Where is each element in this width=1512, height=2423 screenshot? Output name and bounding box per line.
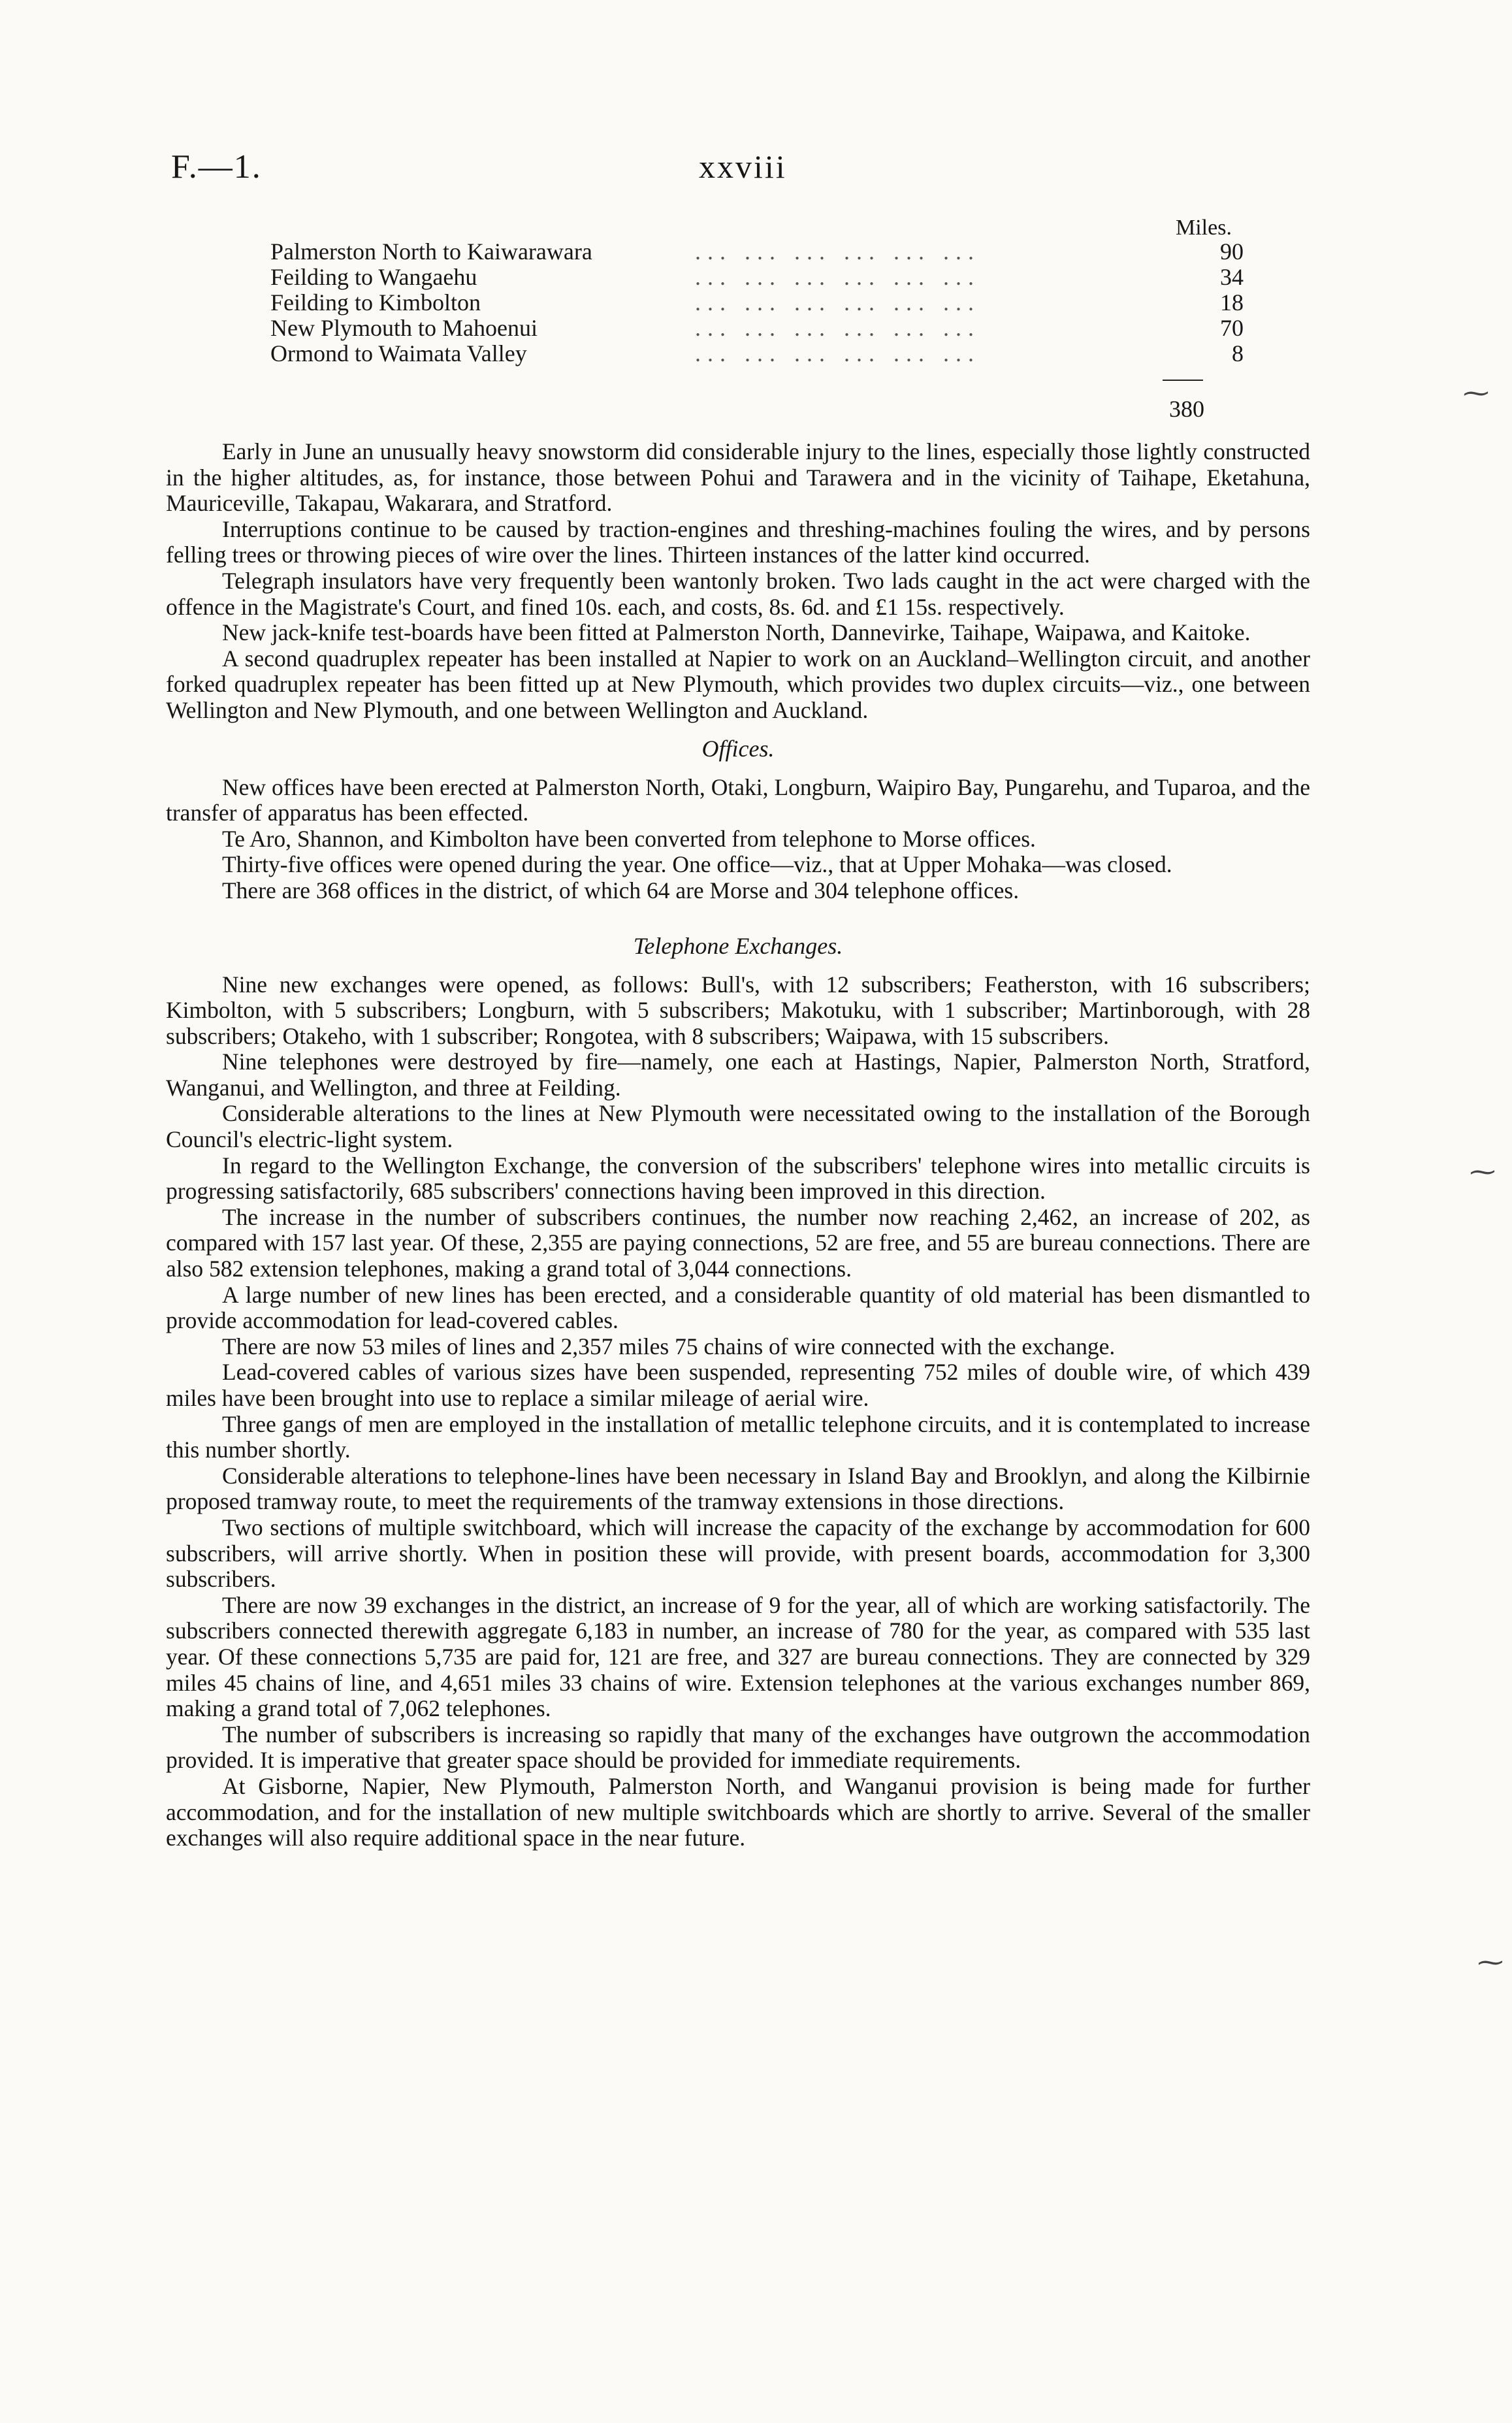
paragraph: A large number of new lines has been erected, and a considerable quantity of old material has been dismantled to provide accommodation for lead-covered cables. [166, 1281, 1310, 1334]
document-reference: F.—1. [171, 148, 262, 186]
leader-dots: ... ... ... ... ... ... [695, 315, 980, 341]
route-name: New Plymouth to Mahoenui [270, 315, 538, 341]
paragraph: Nine new exchanges were opened, as follows: Bull's, with 12 subscribers; Featherston, with 16 subscribers; Kimbolton, with 5 subscribers; Longburn, with 5 subscribers; Makotuku, with 1 subscriber; Martinborough, with 28 subscribers; Otakeho, with 1 subscriber; Rongotea, with 8 subscribers; Waipawa, with 15 subscribers. [166, 971, 1310, 1049]
miles-column-header: Miles. [1176, 216, 1232, 240]
paragraph: The increase in the number of subscribers continues, the number now reaching 2,462, an increase of 202, as compared with 157 last year. Of these, 2,355 are paying connections, 52 are free, and 55 are bureau connections. There are also 582 extension telephones, making a grand total of 3,044 connections. [166, 1203, 1310, 1282]
paragraph: New jack-knife test-boards have been fitted at Palmerston North, Dannevirke, Taihape, Waipawa, and Kaitoke. [222, 619, 1251, 646]
paragraph: Interruptions continue to be caused by traction-engines and threshing-machines fouling the wires, and by persons felling trees or throwing pieces of wire over the lines. Thirteen instances of the latter kind occurred. [166, 515, 1310, 568]
margin-mark: ⁓ [1470, 1157, 1496, 1186]
paragraph: In regard to the Wellington Exchange, the conversion of the subscribers' telephone wires into metallic circuits is progressing satisfactorily, 685 subscribers' connections having been improved in this direction. [166, 1152, 1310, 1205]
paragraph: At Gisborne, Napier, New Plymouth, Palmerston North, and Wanganui provision is being made for further accommodation, and for the installation of new multiple switchboards which are shortly to arrive. Several of the smaller exchanges will also require additional space in the near future. [166, 1772, 1310, 1851]
article-body [166, 439, 1310, 1851]
paragraph: Te Aro, Shannon, and Kimbolton have been converted from telephone to Morse offices. [222, 825, 1036, 852]
paragraph: There are 368 offices in the district, of which 64 are Morse and 304 telephone offices. [222, 877, 1020, 903]
route-name: Feilding to Wangaehu [270, 264, 477, 290]
section-heading-offices: Offices. [701, 735, 775, 762]
paragraph: Telegraph insulators have very frequently been wantonly broken. Two lads caught in the act were charged with the offence in the Magistrate's Court, and fined 10s. each, and costs, 8s. 6d. and £1 15s. respectively. [166, 567, 1310, 620]
margin-mark: ⁓ [1463, 378, 1489, 408]
table-row [270, 239, 1244, 265]
paragraph: Lead-covered cables of various sizes have been suspended, representing 752 miles of double wire, of which 439 miles have been brought into use to replace a similar mileage of aerial wire. [166, 1359, 1310, 1411]
paragraph: There are now 39 exchanges in the district, an increase of 9 for the year, all of which are working satisfactorily. The subscribers connected therewith aggregate 6,183 in number, an increase of 780 for the year, as compared with 535 last year. Of these connections 5,735 are paid for, 121 are free, and 327 are bureau connections. They are connected by 329 miles 45 chains of line, and 4,651 miles 33 chains of wire. Extension telephones at the various exchanges number 869, making a grand total of 7,062 telephones. [166, 1591, 1310, 1722]
route-miles: 18 [1220, 289, 1244, 316]
route-miles: 90 [1220, 238, 1244, 265]
paragraph: The number of subscribers is increasing so rapidly that many of the exchanges have outgrown the accommodation provided. It is imperative that greater space should be provided for immediate requirements. [166, 1721, 1310, 1774]
paragraph: Considerable alterations to the lines at New Plymouth were necessitated owing to the installation of the Borough Council's electric-light system. [166, 1100, 1310, 1153]
paragraph: A second quadruplex repeater has been installed at Napier to work on an Auckland–Wellington circuit, and another forked quadruplex repeater has been fitted up at New Plymouth, which provides two duplex circuits—viz., one between Wellington and New Plymouth, and one between Wellington and Auckland. [166, 645, 1310, 723]
leader-dots: ... ... ... ... ... ... [695, 340, 980, 366]
leader-dots: ... ... ... ... ... ... [695, 238, 980, 265]
section-heading-telephone-exchanges: Telephone Exchanges. [633, 932, 843, 959]
route-name: Palmerston North to Kaiwarawara [270, 238, 592, 265]
route-name: Ormond to Waimata Valley [270, 340, 527, 366]
paragraph: There are now 53 miles of lines and 2,357 miles 75 chains of wire connected with the exchange. [222, 1333, 1116, 1359]
table-row [270, 341, 1244, 366]
paragraph: New offices have been erected at Palmerston North, Otaki, Longburn, Waipiro Bay, Pungarehu, and Tuparoa, and the transfer of apparatus has been effected. [166, 773, 1310, 826]
route-miles: 34 [1220, 264, 1244, 290]
paragraph: Nine telephones were destroyed by fire—namely, one each at Hastings, Napier, Palmerston North, Stratford, Wanganui, and Wellington, and three at Feilding. [166, 1049, 1310, 1101]
margin-mark: ⁓ [1477, 1947, 1504, 1977]
leader-dots: ... ... ... ... ... ... [695, 264, 980, 290]
route-miles: 70 [1220, 315, 1244, 341]
mileage-table [270, 239, 1244, 366]
miles-total: 380 [1169, 396, 1204, 422]
paragraph: Three gangs of men are employed in the installation of metallic telephone circuits, and it is contemplated to increase this number shortly. [166, 1410, 1310, 1463]
paragraph: Thirty-five offices were opened during the year. One office—viz., that at Upper Mohaka—was closed. [222, 851, 1172, 878]
table-row [270, 316, 1244, 341]
leader-dots: ... ... ... ... ... ... [695, 289, 980, 316]
paragraph: Two sections of multiple switchboard, which will increase the capacity of the exchange by accommodation for 600 subscribers, will arrive shortly. When in position these will provide, with present boards, accommodation for 3,300 subscribers. [166, 1514, 1310, 1593]
page-number: xxviii [699, 148, 787, 185]
paragraph: Considerable alterations to telephone-lines have been necessary in Island Bay and Brooklyn, and along the Kilbirnie proposed tramway route, to meet the requirements of the tramway extensions in those directions. [166, 1462, 1310, 1515]
table-row [270, 265, 1244, 290]
paragraph: Early in June an unusually heavy snowstorm did considerable injury to the lines, especially those lightly constructed in the higher altitudes, as, for instance, those between Pohui and Tarawera and in the vicinity of Taihape, Eketahuna, Mauriceville, Takapau, Wakarara, and Stratford. [166, 438, 1310, 517]
route-miles: 8 [1232, 340, 1244, 366]
total-rule [1163, 380, 1203, 381]
route-name: Feilding to Kimbolton [270, 289, 481, 316]
table-row [270, 290, 1244, 316]
